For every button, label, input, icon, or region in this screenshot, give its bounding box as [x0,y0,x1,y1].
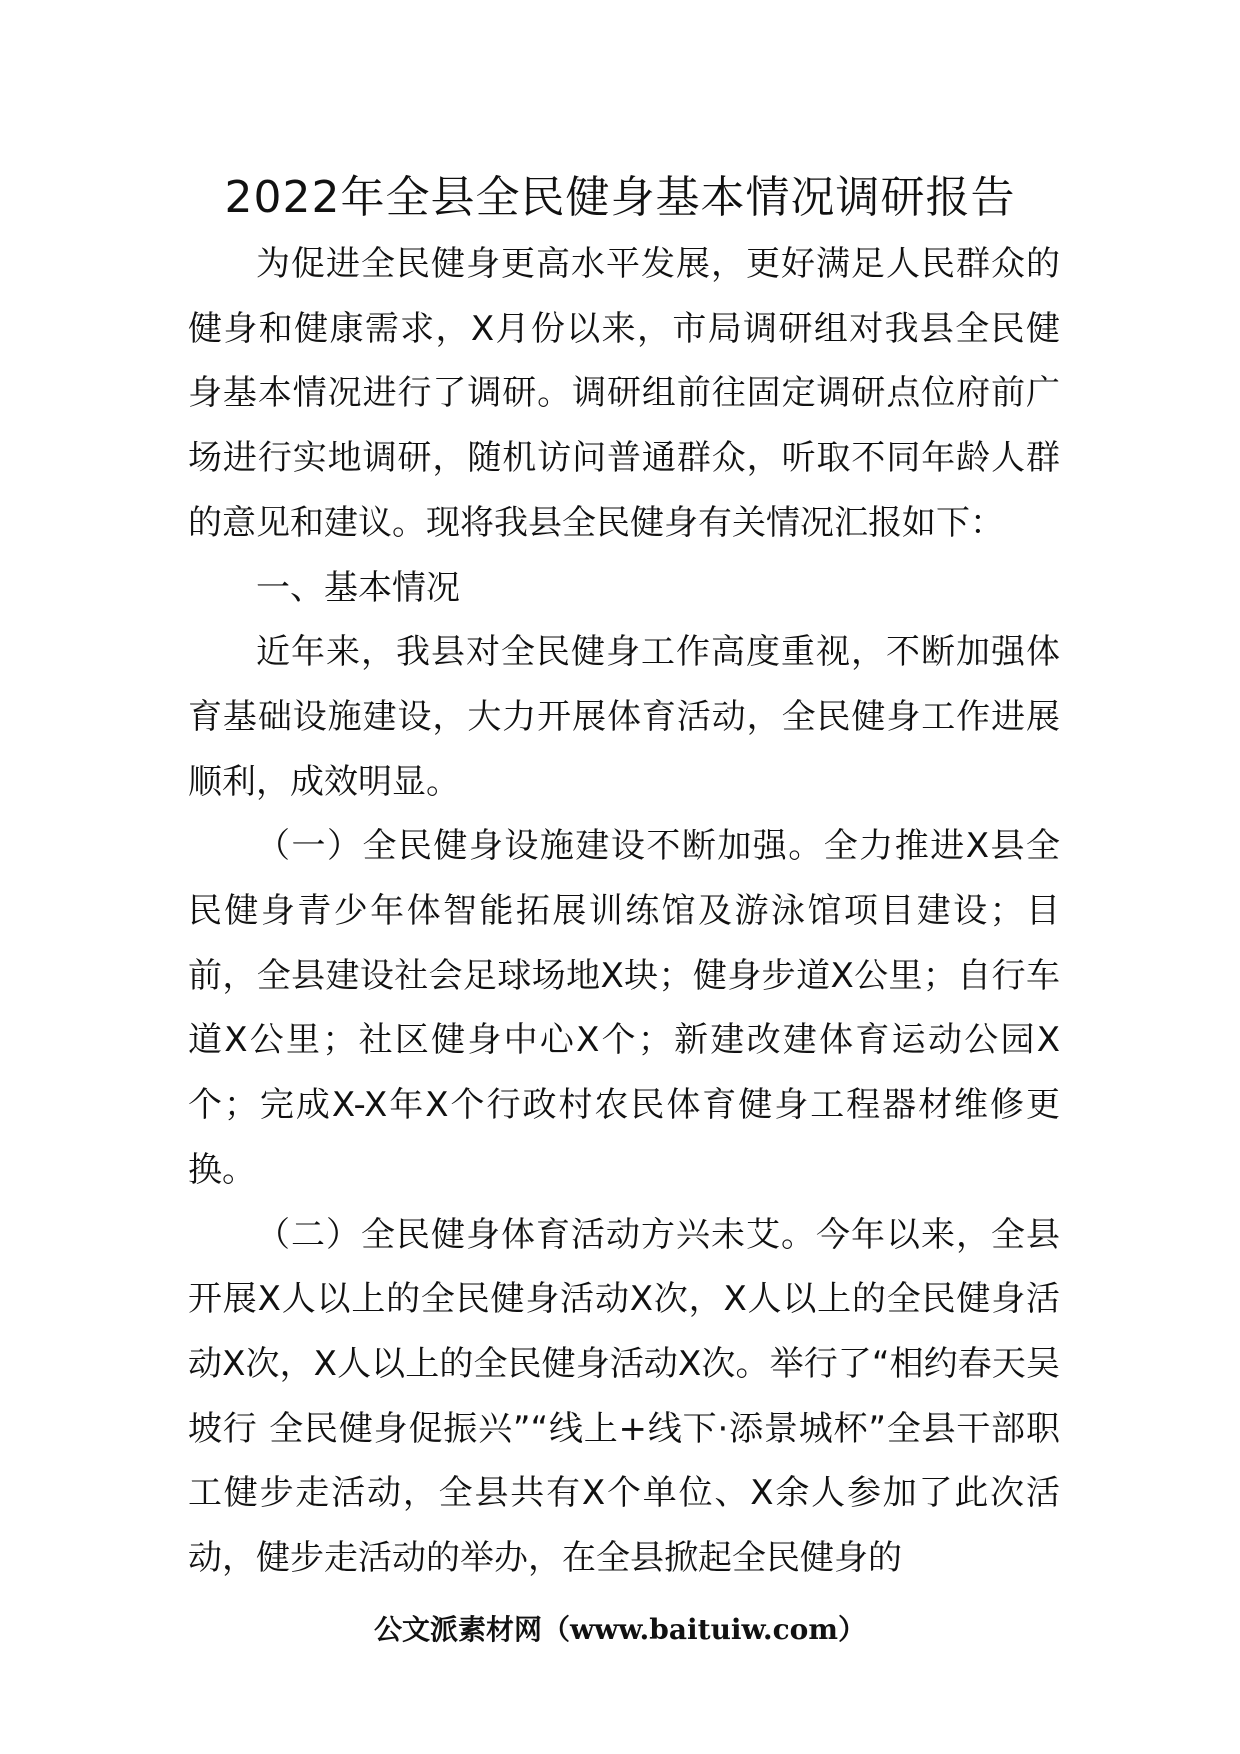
section-heading-basic-situation: 一、基本情况 [256,567,460,608]
paragraph-facilities: （一）全民健身设施建设不断加强。全力推进X县全民健身青少年体智能拓展训练馆及游泳馆项目建设；目前，全县建设社会足球场地X块；健身步道X公里；自行车道X公里；社区健身中心X个；新建改建体育运动公园X个；完成X-X年X个行政村农民体育健身工程器材维修更换。 [188,826,1060,1190]
paragraph-intro: 为促进全民健身更高水平发展，更好满足人民群众的健身和健康需求，X月份以来，市局调研组对我县全民健身基本情况进行了调研。调研组前往固定调研点位府前广场进行实地调研，随机访问普通群众，听取不同年龄人群的意见和建议。现将我县全民健身有关情况汇报如下： [188,244,1060,543]
paragraph-activities: （二）全民健身体育活动方兴未艾。今年以来，全县开展X人以上的全民健身活动X次，X人以上的全民健身活动X次，X人以上的全民健身活动X次。举行了“相约春天吴坡行 全民健身促振兴”“线上+线下·添景城杯”全县干部职工健步走活动，全县共有X个单位、X余人参加了此次活动，健步走活动的举办，在全县掀起全民健身的 [188,1214,1060,1579]
footer-watermark: 公文派素材网（www.baituiw.com） [374,1613,866,1646]
document-body [188,232,1060,1591]
paragraph-overview: 近年来，我县对全民健身工作高度重视，不断加强体育基础设施建设，大力开展体育活动，全民健身工作进展顺利，成效明显。 [188,632,1060,802]
document-title: 2022年全县全民健身基本情况调研报告 [224,172,1016,223]
